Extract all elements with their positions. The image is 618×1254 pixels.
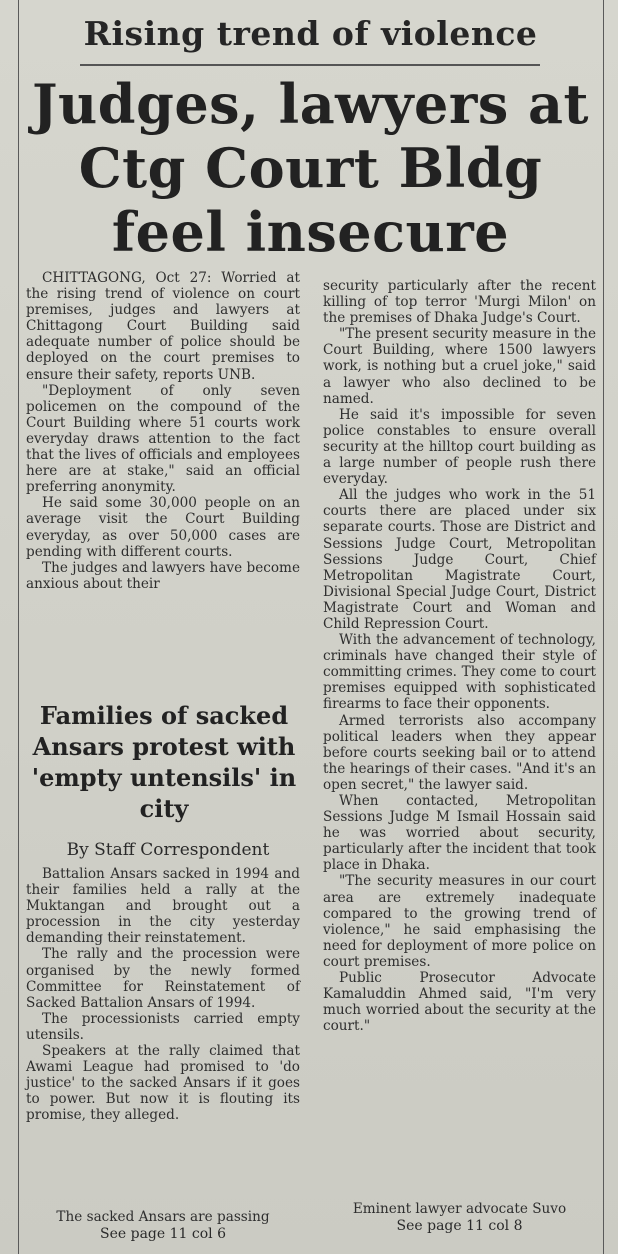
paragraph: Armed terrorists also accompany political leaders when they appear before courts seeking bail or to attend the hearings of their cases. "And it's an open secret," the lawyer said.: [323, 712, 596, 793]
main-article-column-2: [323, 278, 596, 1034]
paragraph: "The present security measure in the Court Building, where 1500 lawyers work, is nothing but a cruel joke," said a lawyer who also declined to be named.: [323, 326, 596, 407]
main-article-column-1: [26, 270, 300, 592]
paragraph: He said it's impossible for seven police constables to ensure overall security at the hilltop court building as a large number of people rush there everyday.: [323, 406, 596, 488]
paragraph: security particularly after the recent killing of top terror 'Murgi Milon' on the premises of Dhaka Judge's Court.: [323, 278, 596, 327]
main-headline: [18, 72, 603, 264]
paragraph: Speakers at the rally claimed that Awami League had promised to 'do justice' to the sacked Ansars if it goes to power. But now it is flouting its promise, they alleged.: [26, 1043, 300, 1124]
paragraph: The judges and lawyers have become anxious about their: [26, 559, 300, 592]
paragraph: The processionists carried empty utensils.: [26, 1010, 300, 1043]
paragraph: "The security measures in our court area are extremely inadequate compared to the growing trend of violence," he said emphasising the need for deployment of more police on court premises.: [323, 873, 596, 970]
paragraph: He said some 30,000 people on an average visit the Court Building everyday, as over 50,000 cases are pending with different courts.: [26, 495, 300, 560]
paragraph: Battalion Ansars sacked in 1994 and their families held a rally at the Muktangan and brought out a procession in the city yesterday demanding their reinstatement.: [26, 866, 300, 947]
paragraph: Public Prosecutor Advocate Kamaluddin Ahmed said, "I'm very much worried about the security at the court.": [323, 970, 596, 1035]
second-headline: Families of sacked Ansars protest with 'empty untensils' in city: [31, 701, 297, 823]
kicker: Rising trend of violence: [83, 14, 538, 53]
column-rule-right: [603, 0, 604, 1254]
second-article-tail: The sacked Ansars are passing: [56, 1209, 270, 1225]
paragraph: "Deployment of only seven policemen on the compound of the Court Building where 51 courts work everyday draws attention to the fact that the lives of officials and employees here are at stake," said an official preferring anonymity.: [26, 382, 300, 496]
paragraph: With the advancement of technology, criminals have changed their style of committing crimes. They come to court premises equipped with sophisticated firearms to face their opponents.: [323, 632, 596, 713]
kicker-rule: [80, 64, 540, 66]
main-article-tail: Eminent lawyer advocate Suvo: [352, 1201, 567, 1217]
second-article-body: [26, 866, 300, 1124]
headline-line-1: Judges, lawyers at: [32, 72, 589, 136]
paragraph: All the judges who work in the 51 courts there are placed under six separate courts. Those are District and Sessions Judge Court, Metropolitan Sessions Judge Court, Chief Metropolitan Magistrate Court, Divisional Special Judge Court, District Magistrate Court and Woman and Child Repression Court.: [323, 487, 596, 632]
byline: By Staff Correspondent: [66, 840, 270, 860]
headline-line-3: feel insecure: [111, 200, 510, 264]
paragraph: CHITTAGONG, Oct 27: Worried at the rising trend of violence on court premises, judges and lawyers at Chittagong Court Building said adequate number of police should be deployed on the court premises to ensure their safety, reports UNB.: [26, 270, 300, 383]
paragraph: When contacted, Metropolitan Sessions Judge M Ismail Hossain said he was worried about security, particularly after the incident that took place in Dhaka.: [323, 793, 596, 874]
paragraph: The rally and the procession were organised by the newly formed Committee for Reinstatement of Sacked Battalion Ansars of 1994.: [26, 946, 300, 1011]
continuation-note-right: See page 11 col 8: [396, 1218, 523, 1234]
continuation-note-left: See page 11 col 6: [100, 1226, 226, 1242]
headline-line-2: Ctg Court Bldg: [78, 136, 543, 200]
